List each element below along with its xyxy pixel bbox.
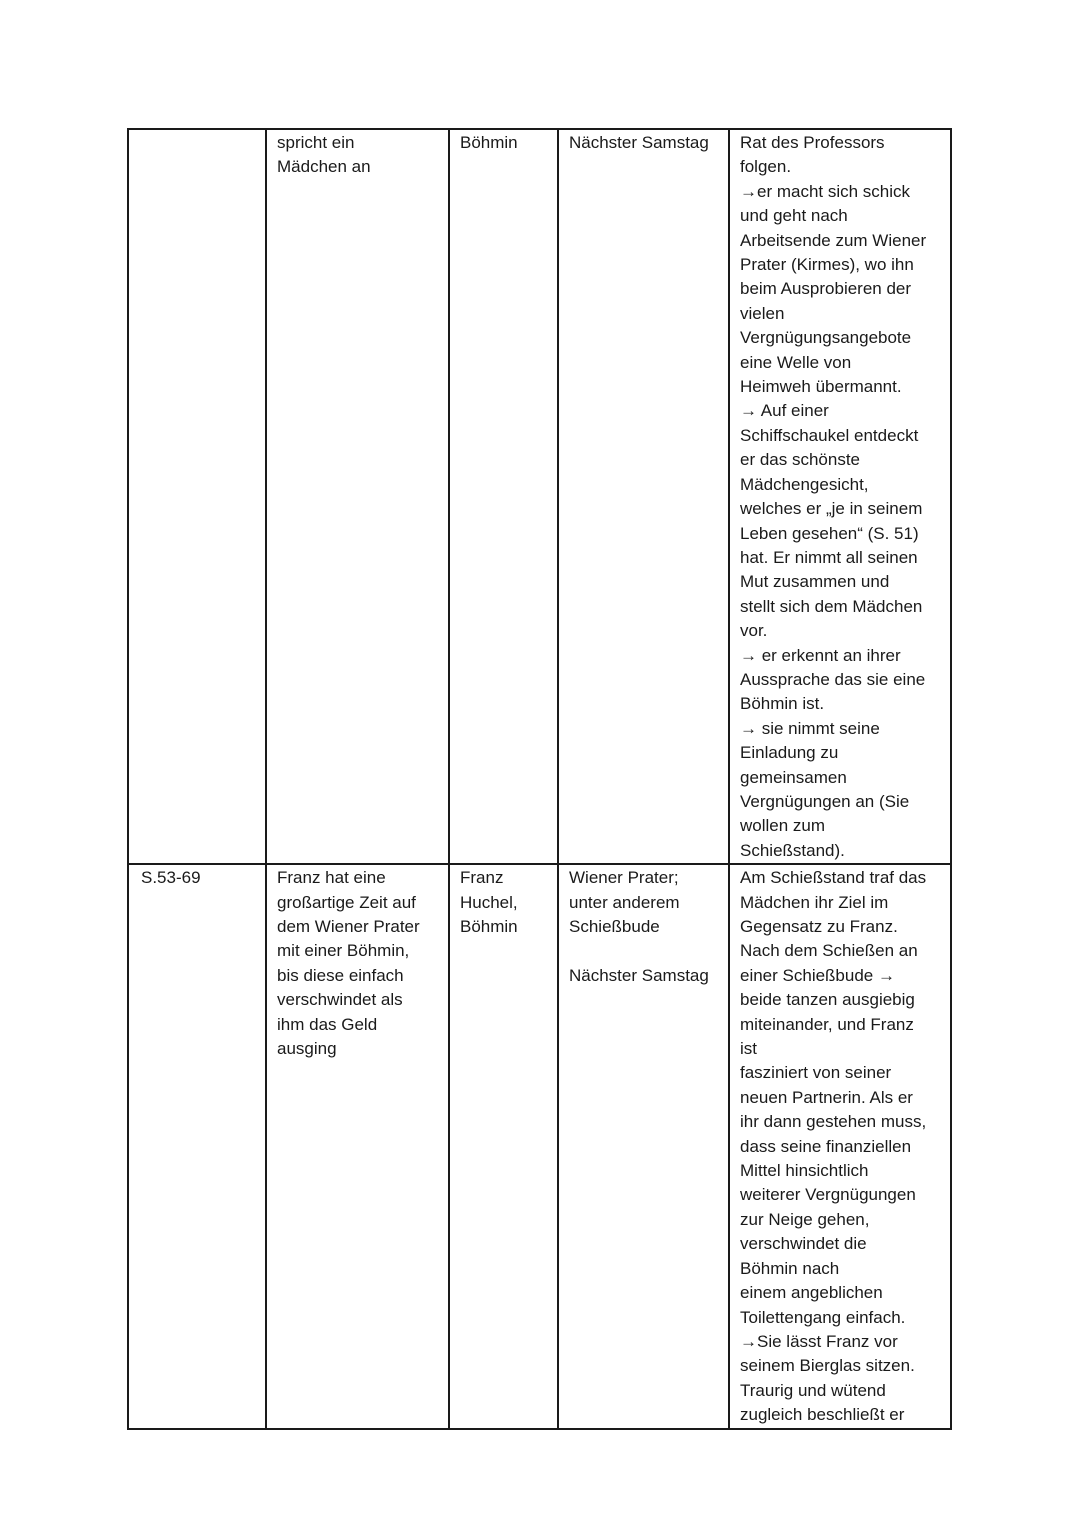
content-line: zugleich beschließt er	[740, 1405, 905, 1425]
persons-cell	[449, 864, 558, 1428]
content-line: neuen Partnerin. Als er	[740, 1087, 913, 1107]
summary-cell	[266, 864, 449, 1428]
summary-line: verschwindet als	[277, 990, 403, 1010]
content-line: Leben gesehen“ (S. 51)	[740, 523, 919, 543]
content-line: Böhmin nach	[740, 1258, 840, 1278]
content-line: Arbeitsende zum Wiener	[740, 230, 927, 250]
content-line: vor.	[740, 621, 768, 641]
content-line: ist	[740, 1039, 757, 1059]
content-line: hat. Er nimmt all seinen	[740, 547, 918, 567]
summary-line: ihm das Geld	[277, 1014, 378, 1034]
content-line: zur Neige gehen,	[740, 1209, 870, 1229]
content-line: Rat des Professors	[740, 133, 885, 152]
persons-line: Böhmin	[460, 133, 518, 152]
content-line: welches er „je in seinem	[740, 499, 923, 519]
places-line: Schießbude	[569, 917, 660, 936]
content-line: Nach dem Schießen an	[740, 941, 918, 961]
summary-line: Franz hat eine	[277, 868, 386, 888]
content-line: Toilettengang einfach.	[740, 1307, 906, 1327]
places-line	[569, 939, 720, 963]
summary-line: spricht ein	[277, 133, 355, 152]
summary-line: bis diese einfach	[277, 965, 404, 985]
persons-cell	[449, 129, 558, 864]
content-line: Vergnügungen an (Sie	[740, 791, 910, 811]
content-line: dass seine finanziellen	[740, 1136, 912, 1156]
places-line: unter anderem	[569, 892, 680, 912]
content-line: Böhmin ist.	[740, 694, 825, 714]
persons-line: Böhmin	[460, 917, 518, 936]
content-line: Mittel hinsichtlich	[740, 1161, 869, 1181]
content-line: Am Schießstand traf das	[740, 868, 927, 888]
content-line: fasziniert von seiner	[740, 1063, 892, 1083]
content-line: Einladung zu	[740, 743, 839, 763]
content-line: Schiffschaukel entdeckt	[740, 425, 919, 445]
content-line: →Sie lässt Franz vor	[740, 1331, 898, 1351]
content-line: er das schönste	[740, 450, 861, 470]
summary-line: dem Wiener Prater	[277, 917, 420, 936]
content-line: eine Welle von	[740, 352, 852, 372]
summary-line: großartige Zeit auf	[277, 892, 416, 912]
content-line: wollen zum	[740, 816, 826, 836]
content-line: Schießstand).	[740, 840, 845, 860]
summary-line: mit einer Böhmin,	[277, 941, 410, 961]
summary-table	[127, 128, 952, 1430]
content-line: miteinander, und Franz	[740, 1014, 914, 1034]
content-line: einer Schießbude →	[740, 965, 895, 985]
places-cell	[558, 129, 729, 864]
content-line: vielen	[740, 303, 785, 323]
content-line: → er erkennt an ihrer	[740, 645, 901, 665]
content-line: stellt sich dem Mädchen	[740, 596, 923, 616]
content-cell	[729, 129, 951, 864]
content-line: Aussprache das sie eine	[740, 669, 926, 689]
table-row	[128, 864, 951, 1428]
summary-line: ausging	[277, 1039, 337, 1059]
content-line: Mädchen ihr Ziel im	[740, 892, 889, 912]
content-cell	[729, 864, 951, 1428]
content-line: Gegensatz zu Franz.	[740, 917, 898, 936]
content-line: →er macht sich schick	[740, 181, 911, 201]
content-line: und geht nach	[740, 206, 848, 226]
page-range-cell	[128, 864, 266, 1428]
persons-line: Huchel,	[460, 892, 518, 912]
places-line: Nächster Samstag	[569, 965, 709, 985]
page-range-text: S.53-69	[141, 868, 201, 888]
content-line: Mut zusammen und	[740, 572, 890, 592]
page-range-cell	[128, 129, 266, 864]
content-line: → sie nimmt seine	[740, 718, 880, 738]
content-line: weiterer Vergnügungen	[740, 1185, 916, 1205]
summary-line: Mädchen an	[277, 157, 371, 177]
content-line: ihr dann gestehen muss,	[740, 1112, 927, 1132]
table-row	[128, 129, 951, 864]
content-line: gemeinsamen	[740, 767, 847, 787]
summary-cell	[266, 129, 449, 864]
content-line: Vergnügungsangebote	[740, 328, 912, 348]
places-line: Nächster Samstag	[569, 133, 709, 152]
content-line: → Auf einer	[740, 401, 829, 421]
content-line: Traurig und wütend	[740, 1380, 886, 1400]
content-line: verschwindet die	[740, 1234, 867, 1254]
content-line: Heimweh übermannt.	[740, 377, 902, 397]
content-line: beide tanzen ausgiebig	[740, 990, 915, 1010]
content-line: Mädchengesicht,	[740, 474, 869, 494]
persons-line: Franz	[460, 868, 504, 888]
content-line: Prater (Kirmes), wo ihn	[740, 255, 914, 275]
content-line: beim Ausprobieren der	[740, 279, 912, 299]
content-line: folgen.	[740, 157, 792, 177]
content-line: seinem Bierglas sitzen.	[740, 1356, 915, 1376]
places-line: Wiener Prater;	[569, 868, 679, 888]
places-cell	[558, 864, 729, 1428]
content-line: einem angeblichen	[740, 1283, 883, 1303]
